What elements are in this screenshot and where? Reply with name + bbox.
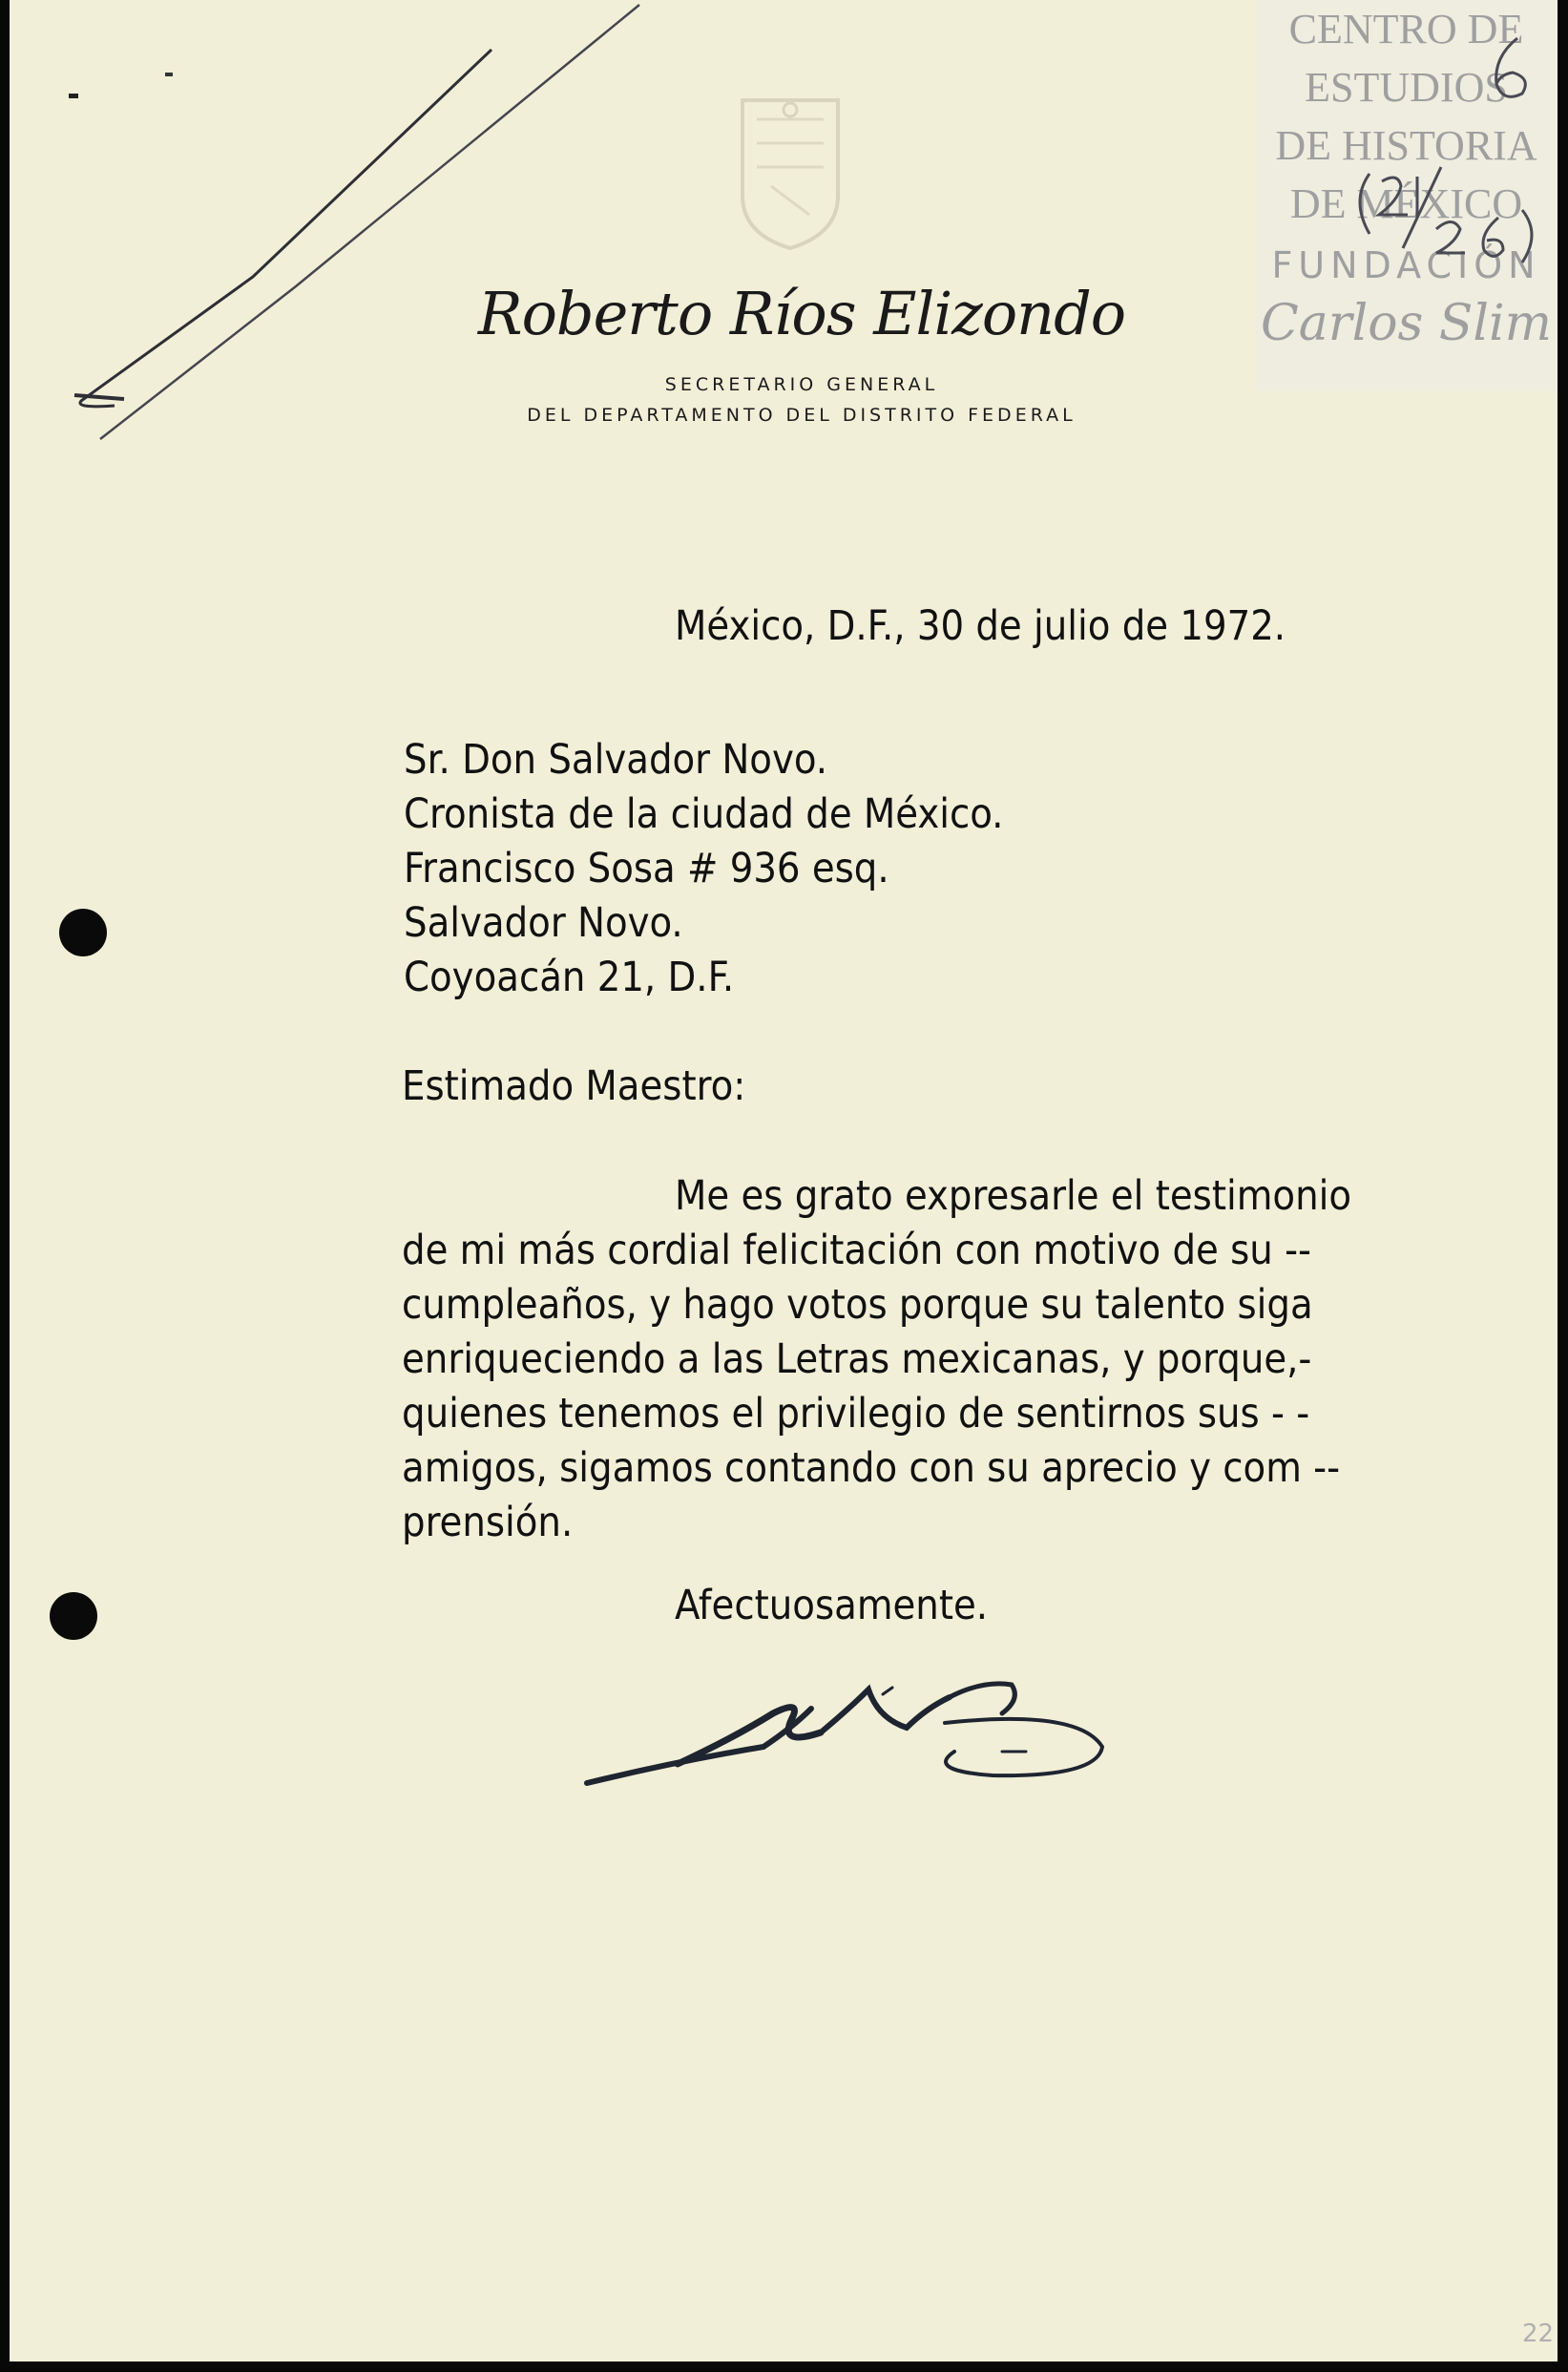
salutation: Estimado Maestro: [402, 1062, 746, 1110]
archive-stamp [1255, 0, 1558, 391]
body-line: cumpleaños, y hago votos porque su talento siga [402, 1281, 1313, 1329]
stamp-line: CENTRO DE [1288, 6, 1524, 52]
corner-page-number: 22 [1522, 2320, 1555, 2348]
stamp-foundation: FUNDACIÓN [1271, 244, 1541, 286]
body-line: quienes tenemos el privilegio de sentirnos sus - - [402, 1390, 1310, 1438]
stamp-line: DE HISTORIA [1275, 122, 1537, 169]
body-line: de mi más cordial felicitación con motivo de su -- [402, 1227, 1311, 1274]
binder-hole-top [59, 909, 107, 956]
letterhead-department: DEL DEPARTAMENTO DEL DISTRITO FEDERAL [527, 405, 1077, 426]
date-line: México, D.F., 30 de julio de 1972. [675, 602, 1286, 650]
body-line: amigos, sigamos contando con su aprecio y com -- [402, 1444, 1341, 1492]
recipient-line: Sr. Don Salvador Novo. [404, 736, 828, 784]
recipient-line: Coyoacán 21, D.F. [404, 954, 735, 1001]
body-line: prensión. [402, 1499, 574, 1546]
body-line: Me es grato expresarle el testimonio [675, 1172, 1352, 1220]
stamp-line: ESTUDIOS [1305, 64, 1508, 111]
recipient-line: Cronista de la ciudad de México. [404, 790, 1004, 838]
binder-hole-bottom [50, 1592, 97, 1640]
recipient-line: Salvador Novo. [404, 899, 683, 947]
recipient-line: Francisco Sosa # 936 esq. [404, 845, 889, 892]
embossed-crest-icon [733, 91, 847, 253]
letterhead-name: Roberto Ríos Elizondo [477, 279, 1126, 348]
signature-icon [587, 1684, 1102, 1783]
closing: Afectuosamente. [675, 1582, 989, 1629]
stamp-line: DE MÉXICO [1289, 180, 1523, 227]
letterhead-title: SECRETARIO GENERAL [664, 374, 939, 395]
body-line: enriqueciendo a las Letras mexicanas, y porque,- [402, 1335, 1312, 1383]
letter-sheet [10, 0, 1558, 2362]
stamp-foundation-name: Carlos Slim [1261, 295, 1552, 352]
